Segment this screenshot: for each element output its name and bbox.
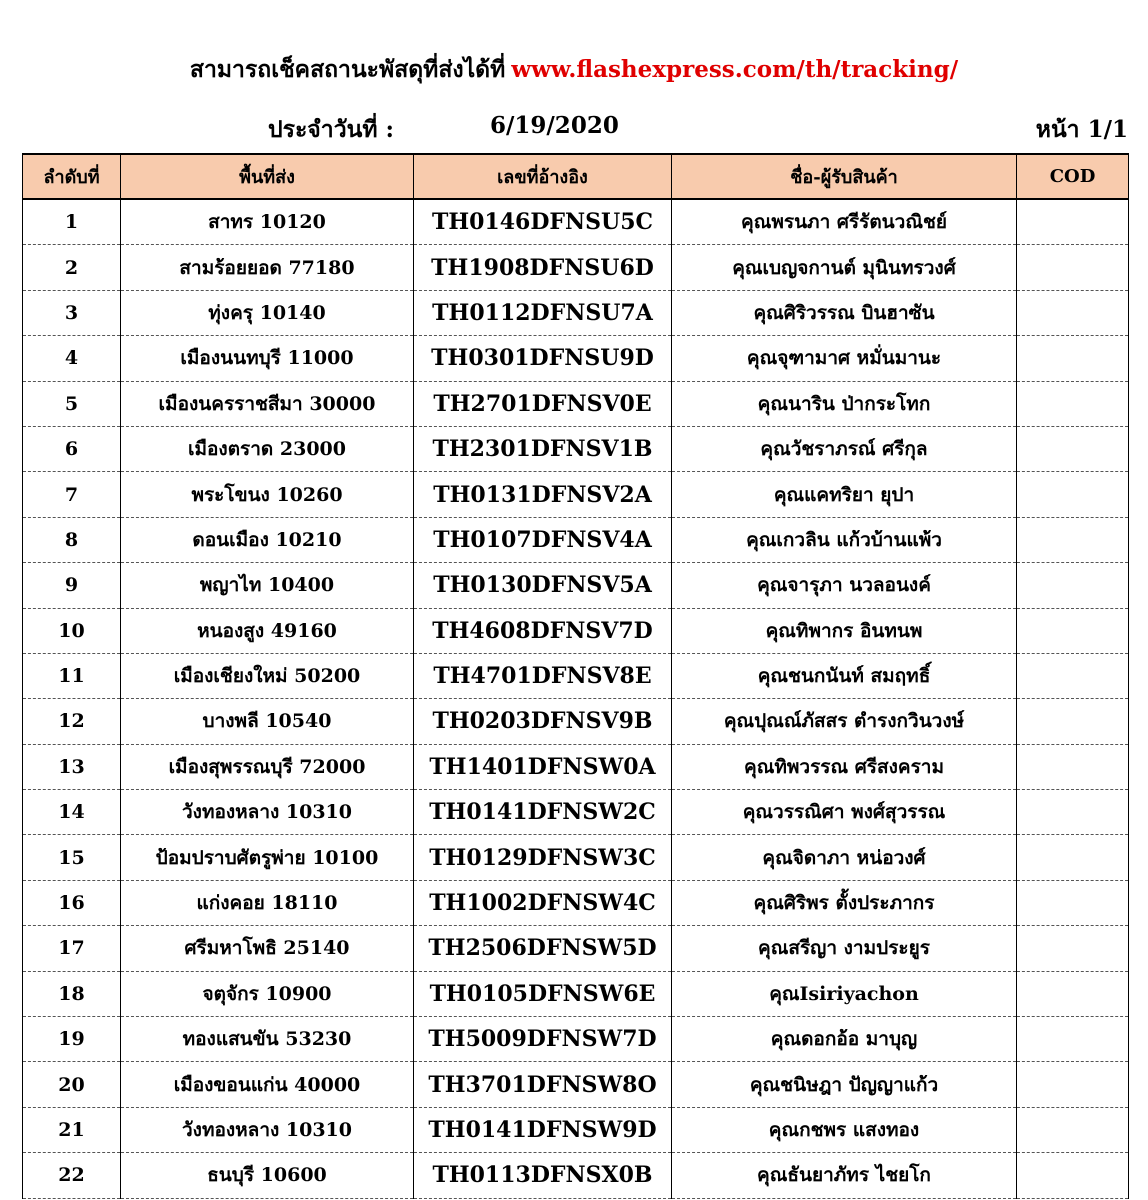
delivery-area: เมืองขอนแก่น 40000 [121,1062,414,1107]
tracking-number: TH0113DFNSX0B [414,1153,672,1198]
table-row [23,1017,1129,1062]
table-row [23,336,1129,381]
receiver-name: คุณIsiriyachon [672,971,1017,1016]
tracking-number: TH2701DFNSV0E [414,381,672,426]
table-row [23,835,1129,880]
table-row [23,472,1129,517]
receiver-name: คุณศิริวรรณ บินฮาซัน [672,290,1017,335]
row-number: 22 [23,1153,121,1198]
date-row [0,112,1148,142]
row-number: 9 [23,563,121,608]
receiver-name: คุณทิพากร อินทนพ [672,608,1017,653]
receiver-name: คุณเกวลิน แก้วบ้านแพ้ว [672,517,1017,562]
delivery-area: ดอนเมือง 10210 [121,517,414,562]
table-row [23,199,1129,245]
cod-amount [1017,835,1129,880]
delivery-area: วังทองหลาง 10310 [121,790,414,835]
table-row [23,699,1129,744]
cod-amount [1017,790,1129,835]
table-row [23,1153,1129,1198]
cod-amount [1017,199,1129,245]
row-number: 2 [23,245,121,290]
date-label: ประจำวันที่ : [268,116,394,143]
receiver-name: คุณจุฑามาศ หมั่นมานะ [672,336,1017,381]
receiver-name: คุณชนกนันท์ สมฤทธิ์ [672,653,1017,698]
cod-amount [1017,699,1129,744]
tracking-number: TH0131DFNSV2A [414,472,672,517]
row-number: 8 [23,517,121,562]
row-number: 7 [23,472,121,517]
row-number: 20 [23,1062,121,1107]
cod-amount [1017,290,1129,335]
table-row [23,971,1129,1016]
table-row [23,426,1129,471]
tracking-number: TH0107DFNSV4A [414,517,672,562]
tracking-number: TH1908DFNSU6D [414,245,672,290]
cod-amount [1017,653,1129,698]
delivery-area: สามร้อยยอด 77180 [121,245,414,290]
table-row [23,790,1129,835]
cod-amount [1017,245,1129,290]
table-body [23,199,1129,1198]
receiver-name: คุณพรนภา ศรีรัตนวณิชย์ [672,199,1017,245]
table-row [23,517,1129,562]
tracking-number: TH5009DFNSW7D [414,1017,672,1062]
column-header-cod: COD [1017,154,1129,199]
receiver-name: คุณดอกอ้อ มาบุญ [672,1017,1017,1062]
delivery-area: จตุจักร 10900 [121,971,414,1016]
receiver-name: คุณปุณณ์ภัสสร ตำรงกวินวงษ์ [672,699,1017,744]
tracking-number: TH3701DFNSW8O [414,1062,672,1107]
cod-amount [1017,336,1129,381]
receiver-name: คุณชนิษฎา ปัญญาแก้ว [672,1062,1017,1107]
cod-amount [1017,472,1129,517]
delivery-area: วังทองหลาง 10310 [121,1107,414,1152]
table-row [23,563,1129,608]
table-row [23,245,1129,290]
tracking-number: TH0141DFNSW2C [414,790,672,835]
receiver-name: คุณกชพร แสงทอง [672,1107,1017,1152]
cod-amount [1017,1017,1129,1062]
tracking-header-text: สามารถเช็คสถานะพัสดุที่ส่งได้ที่ [189,56,506,83]
column-header-area: พื้นที่ส่ง [121,154,414,199]
tracking-number: TH2301DFNSV1B [414,426,672,471]
delivery-area: ทุ่งครุ 10140 [121,290,414,335]
column-header-no: ลำดับที่ [23,154,121,199]
delivery-area: ทองแสนขัน 53230 [121,1017,414,1062]
tracking-number: TH2506DFNSW5D [414,926,672,971]
tracking-header [0,52,1148,88]
cod-amount [1017,971,1129,1016]
table-header-row [23,154,1129,199]
tracking-number: TH0141DFNSW9D [414,1107,672,1152]
tracking-number: TH4608DFNSV7D [414,608,672,653]
tracking-number: TH1002DFNSW4C [414,880,672,925]
table-row [23,290,1129,335]
cod-amount [1017,926,1129,971]
cod-amount [1017,1153,1129,1198]
cod-amount [1017,608,1129,653]
row-number: 10 [23,608,121,653]
row-number: 4 [23,336,121,381]
table-row [23,1107,1129,1152]
table-row [23,1062,1129,1107]
receiver-name: คุณแคทริยา ยุปา [672,472,1017,517]
date-value: 6/19/2020 [490,112,619,139]
row-number: 18 [23,971,121,1016]
delivery-area: ธนบุรี 10600 [121,1153,414,1198]
receiver-name: คุณธันยาภัทร ไชยโก [672,1153,1017,1198]
cod-amount [1017,1062,1129,1107]
receiver-name: คุณจิดาภา หน่อวงศ์ [672,835,1017,880]
row-number: 3 [23,290,121,335]
page-number: หน้า 1/1 [1035,116,1128,143]
tracking-url-link[interactable]: www.flashexpress.com/th/tracking/ [511,56,959,83]
tracking-number: TH0129DFNSW3C [414,835,672,880]
tracking-number: TH0105DFNSW6E [414,971,672,1016]
cod-amount [1017,381,1129,426]
delivery-area: พระโขนง 10260 [121,472,414,517]
row-number: 11 [23,653,121,698]
tracking-number: TH0301DFNSU9D [414,336,672,381]
column-header-ref: เลขที่อ้างอิง [414,154,672,199]
table-row [23,381,1129,426]
row-number: 12 [23,699,121,744]
receiver-name: คุณนาริน ป่ากระโทก [672,381,1017,426]
receiver-name: คุณศิริพร ตั้งประภากร [672,880,1017,925]
row-number: 19 [23,1017,121,1062]
cod-amount [1017,517,1129,562]
receiver-name: คุณวัชราภรณ์ ศรีกุล [672,426,1017,471]
delivery-area: เมืองนนทบุรี 11000 [121,336,414,381]
delivery-area: หนองสูง 49160 [121,608,414,653]
delivery-area: เมืองสุพรรณบุรี 72000 [121,744,414,789]
row-number: 14 [23,790,121,835]
cod-amount [1017,1107,1129,1152]
cod-amount [1017,563,1129,608]
tracking-number: TH1401DFNSW0A [414,744,672,789]
row-number: 6 [23,426,121,471]
table-row [23,880,1129,925]
receiver-name: คุณทิพวรรณ ศรีสงคราม [672,744,1017,789]
delivery-area: เมืองเชียงใหม่ 50200 [121,653,414,698]
tracking-number: TH0112DFNSU7A [414,290,672,335]
delivery-area: บางพลี 10540 [121,699,414,744]
table-row [23,744,1129,789]
delivery-area: ป้อมปราบศัตรูพ่าย 10100 [121,835,414,880]
table-row [23,926,1129,971]
tracking-number: TH4701DFNSV8E [414,653,672,698]
receiver-name: คุณสรีญา งามประยูร [672,926,1017,971]
delivery-area: พญาไท 10400 [121,563,414,608]
receiver-name: คุณวรรณิศา พงศ์สุวรรณ [672,790,1017,835]
cod-amount [1017,426,1129,471]
table-row [23,608,1129,653]
row-number: 16 [23,880,121,925]
tracking-number: TH0203DFNSV9B [414,699,672,744]
receiver-name: คุณจารุภา นวลอนงค์ [672,563,1017,608]
table-row [23,653,1129,698]
delivery-area: แก่งคอย 18110 [121,880,414,925]
column-header-receiver: ชื่อ-ผู้รับสินค้า [672,154,1017,199]
tracking-number: TH0130DFNSV5A [414,563,672,608]
row-number: 17 [23,926,121,971]
row-number: 5 [23,381,121,426]
row-number: 13 [23,744,121,789]
delivery-area: เมืองตราด 23000 [121,426,414,471]
row-number: 1 [23,199,121,245]
tracking-number: TH0146DFNSU5C [414,199,672,245]
cod-amount [1017,744,1129,789]
row-number: 21 [23,1107,121,1152]
delivery-area: ศรีมหาโพธิ 25140 [121,926,414,971]
delivery-area: สาทร 10120 [121,199,414,245]
delivery-area: เมืองนครราชสีมา 30000 [121,381,414,426]
receiver-name: คุณเบญจกานต์ มุนินทรวงศ์ [672,245,1017,290]
row-number: 15 [23,835,121,880]
shipment-table [22,153,1129,1199]
cod-amount [1017,880,1129,925]
